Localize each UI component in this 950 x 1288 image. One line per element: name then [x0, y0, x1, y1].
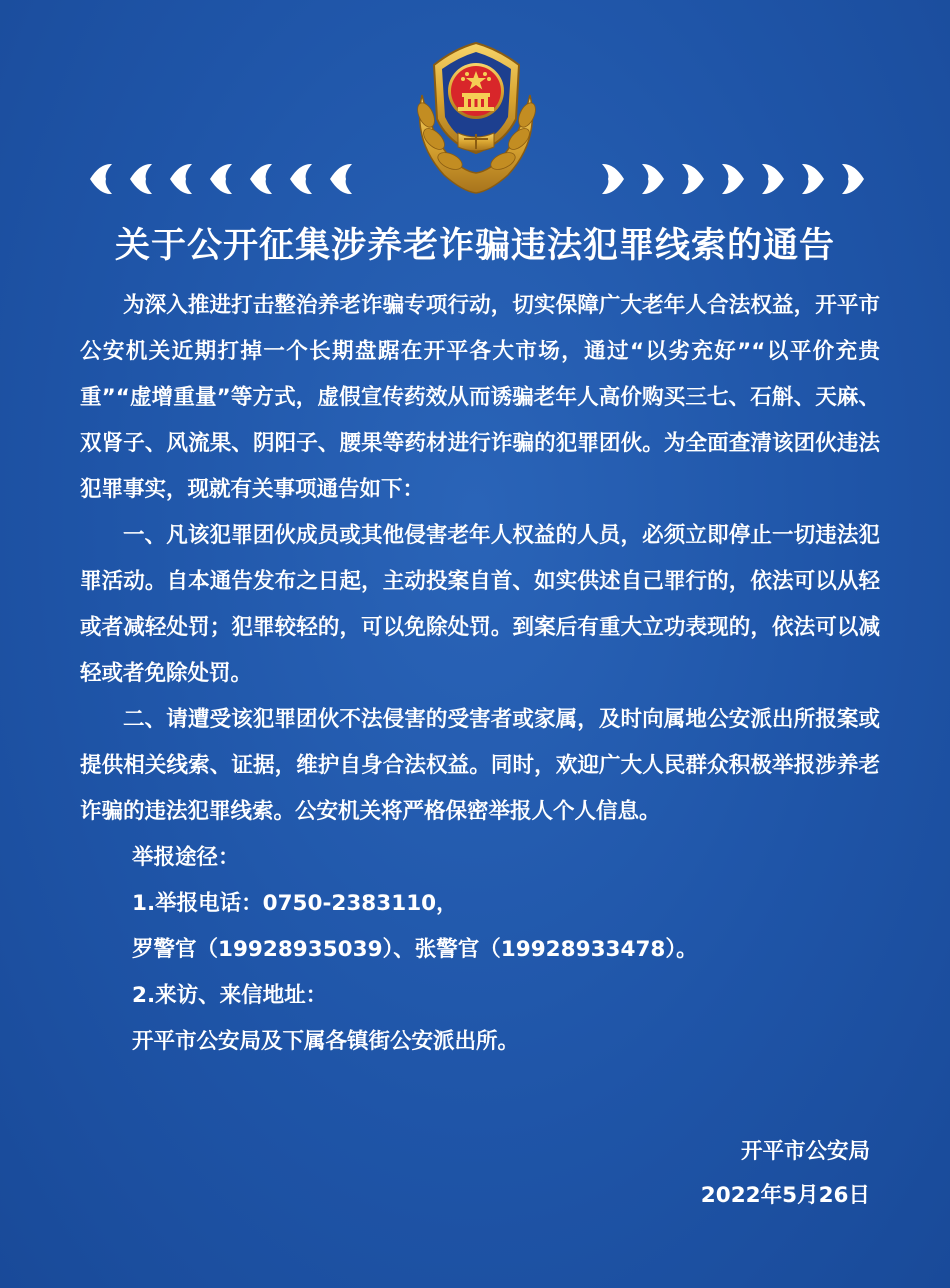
right-wing-decoration-icon: [586, 159, 866, 199]
notice-paragraph-two: 二、请遭受该犯罪团伙不法侵害的受害者或家属，及时向属地公安派出所报案或提供相关线索、证据，维护自身合法权益。同时，欢迎广大人民群众积极举报涉养老诈骗的违法犯罪线索。公安机关将严格保密举报人个人信息。: [80, 707, 880, 824]
report-visit-heading: 2.来访、来信地址：: [132, 983, 328, 1008]
report-officers-line: 罗警官（19928935039）、张警官（19928933478）。: [132, 937, 698, 962]
notice-title: 关于公开征集涉养老诈骗违法犯罪线索的通告: [114, 226, 835, 266]
issuer-name: 开平市公安局: [740, 1139, 870, 1164]
header-decoration: [0, 35, 950, 210]
police-emblem-icon: [404, 35, 549, 195]
notice-body: [80, 283, 880, 1065]
notice-paragraph-intro: 为深入推进打击整治养老诈骗专项行动，切实保障广大老年人合法权益，开平市公安机关近期打掉一个长期盘踞在开平各大市场，通过“以劣充好”“以平价充贵重”“虚增重量”等方式，虚假宣传药效从而诱骗老年人高价购买三七、石斛、天麻、双肾子、风流果、阴阳子、腰果等药材进行诈骗的犯罪团伙。为全面查清该团伙违法犯罪事实，现就有关事项通告如下：: [80, 293, 880, 502]
report-heading: 举报途径：: [132, 845, 240, 870]
left-wing-decoration-icon: [88, 159, 368, 199]
report-phone-line: 1.举报电话：0750-2383110，: [132, 891, 458, 916]
issue-date: 2022年5月26日: [700, 1183, 870, 1208]
notice-paragraph-one: 一、凡该犯罪团伙成员或其他侵害老年人权益的人员，必须立即停止一切违法犯罪活动。自本通告发布之日起，主动投案自首、如实供述自己罪行的，依法可以从轻或者减轻处罚；犯罪较轻的，可以免除处罚。到案后有重大立功表现的，依法可以减轻或者免除处罚。: [80, 523, 880, 686]
report-visit-address: 开平市公安局及下属各镇街公安派出所。: [132, 1029, 520, 1054]
